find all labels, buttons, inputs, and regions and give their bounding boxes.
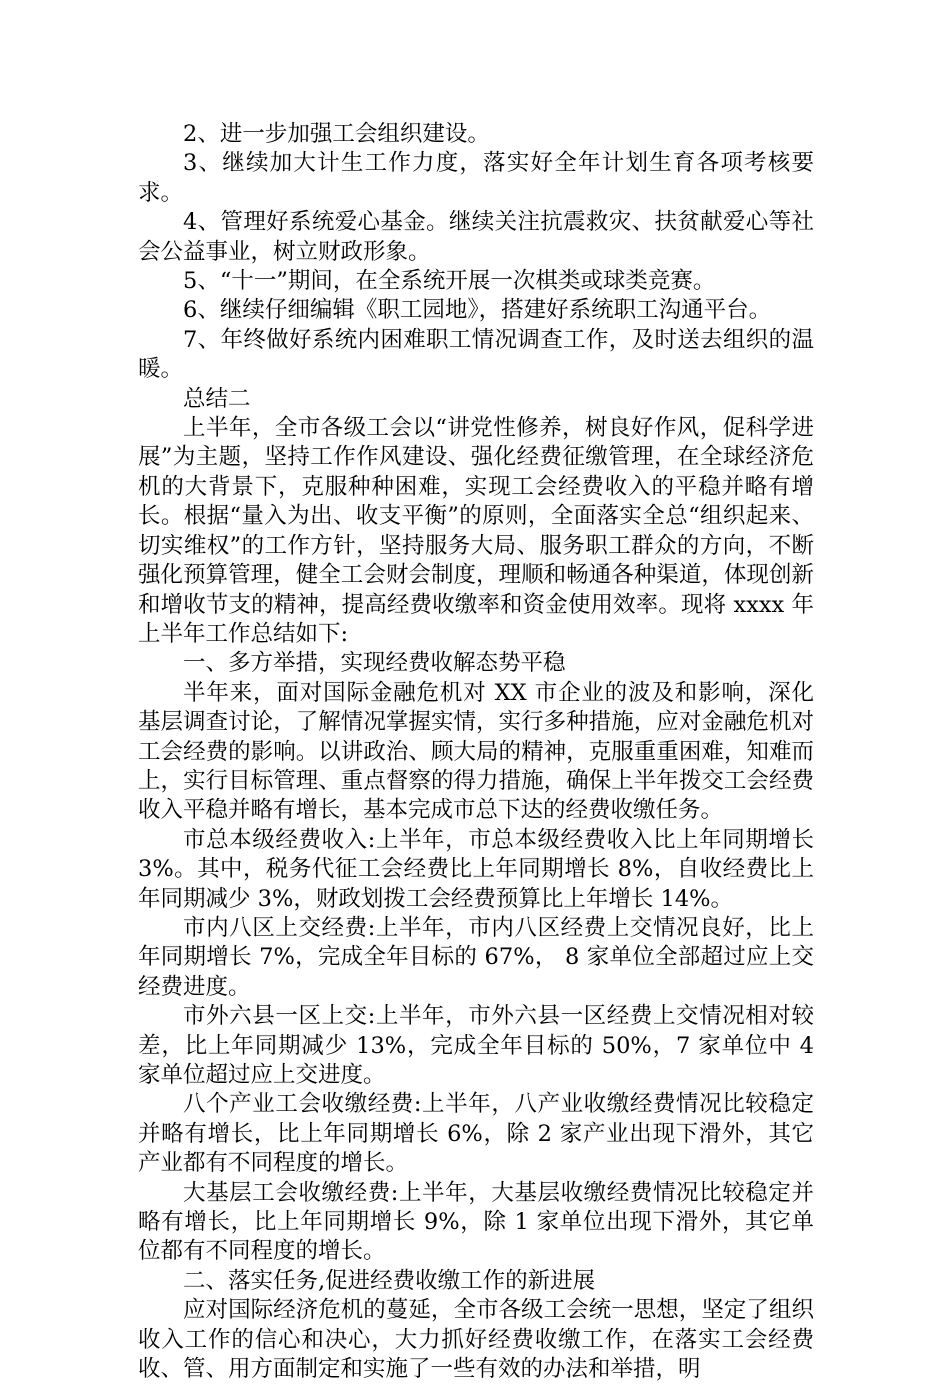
paragraph-six-counties: 市外六县一区上交:上半年，市外六县一区经费上交情况相对较差，比上年同期减少 13%，完成全年目标的 50%，7 家单位中 4 家单位超过应上交进度。 — [138, 1003, 814, 1088]
intro-paragraph: 上半年，全市各级工会以“讲党性修养，树良好作风，促科学进展”为主题，坚持工作作风建设、强化经费征缴管理，在全球经济危机的大背景下，克服种种困难，实现工会经费收入的平稳并略有增长。根据“量入为出、收支平衡”的原则，全面落实全总“组织起来、切实维权”的工作方针，坚持服务大局、服务职工群众的方向，不断强化预算管理，健全工会财会制度，理顺和畅通各种渠道，体现创新和增收节支的精神，提高经费收缴率和资金使用效率。现将 xxxx 年上半年工作总结如下: — [138, 415, 814, 647]
document-page — [138, 120, 814, 1384]
heading-part-one: 一、多方举措，实现经费收解态势平稳 — [183, 650, 566, 677]
paragraph-item-2: 2、进一步加强工会组织建设。 — [183, 121, 490, 147]
paragraph-item-5: 5、“十一”期间，在全系统开展一次棋类或球类竞赛。 — [183, 268, 716, 295]
paragraph-half-year: 半年来，面对国际金融危机对 XX 市企业的波及和影响，深化基层调查讨论，了解情况掌握实情，实行多种措施，应对金融危机对工会经费的影响。以讲政治、顾大局的精神，克服重重困难，知难而上，实行目标管理、重点督察的得力措施，确保上半年拨交工会经费收入平稳并略有增长，基本完成市总下达的经费收缴任务。 — [138, 679, 814, 824]
paragraph-item-4: 4、管理好系统爱心基金。继续关注抗震救灾、扶贫献爱心等社会公益事业，树立财政形象。 — [138, 209, 814, 265]
paragraph-eight-districts: 市内八区上交经费:上半年，市内八区经费上交情况良好，比上年同期增长 7%，完成全年目标的 67%， 8 家单位全部超过应上交经费进度。 — [138, 914, 814, 1000]
paragraph-item-7: 7、年终做好系统内困难职工情况调查工作，及时送去组织的温暖。 — [138, 326, 814, 383]
paragraph-economic-crisis: 应对国际经济危机的蔓延，全市各级工会统一思想，坚定了组织收入工作的信心和决心，大力抓好经费收缴工作，在落实工会经费收、管、用方面制定和实施了一些有效的办法和举措，明 — [138, 1297, 814, 1383]
paragraph-city-level-income: 市总本级经费收入:上半年，市总本级经费收入比上年同期增长 3%。其中，税务代征工会经费比上年同期增长 8%，自收经费比上年同期减少 3%，财政划拨工会经费预算比上年增长 14%。 — [138, 826, 814, 912]
paragraph-item-3: 3、继续加大计生工作力度，落实好全年计划生育各项考核要求。 — [138, 150, 814, 206]
heading-part-two: 二、落实任务,促进经费收缴工作的新进展 — [183, 1267, 596, 1294]
section-title-summary-two: 总结二 — [183, 385, 251, 412]
paragraph-large-grassroots: 大基层工会收缴经费:上半年，大基层收缴经费情况比较稳定并略有增长，比上年同期增长 9%，除 1 家单位出现下滑外，其它单位都有不同程度的增长。 — [138, 1179, 814, 1265]
paragraph-item-6: 6、继续仔细编辑《职工园地》，搭建好系统职工沟通平台。 — [183, 297, 772, 324]
paragraph-eight-industries: 八个产业工会收缴经费:上半年，八产业收缴经费情况比较稳定并略有增长，比上年同期增长 6%，除 2 家产业出现下滑外，其它产业都有不同程度的增长。 — [138, 1091, 814, 1177]
